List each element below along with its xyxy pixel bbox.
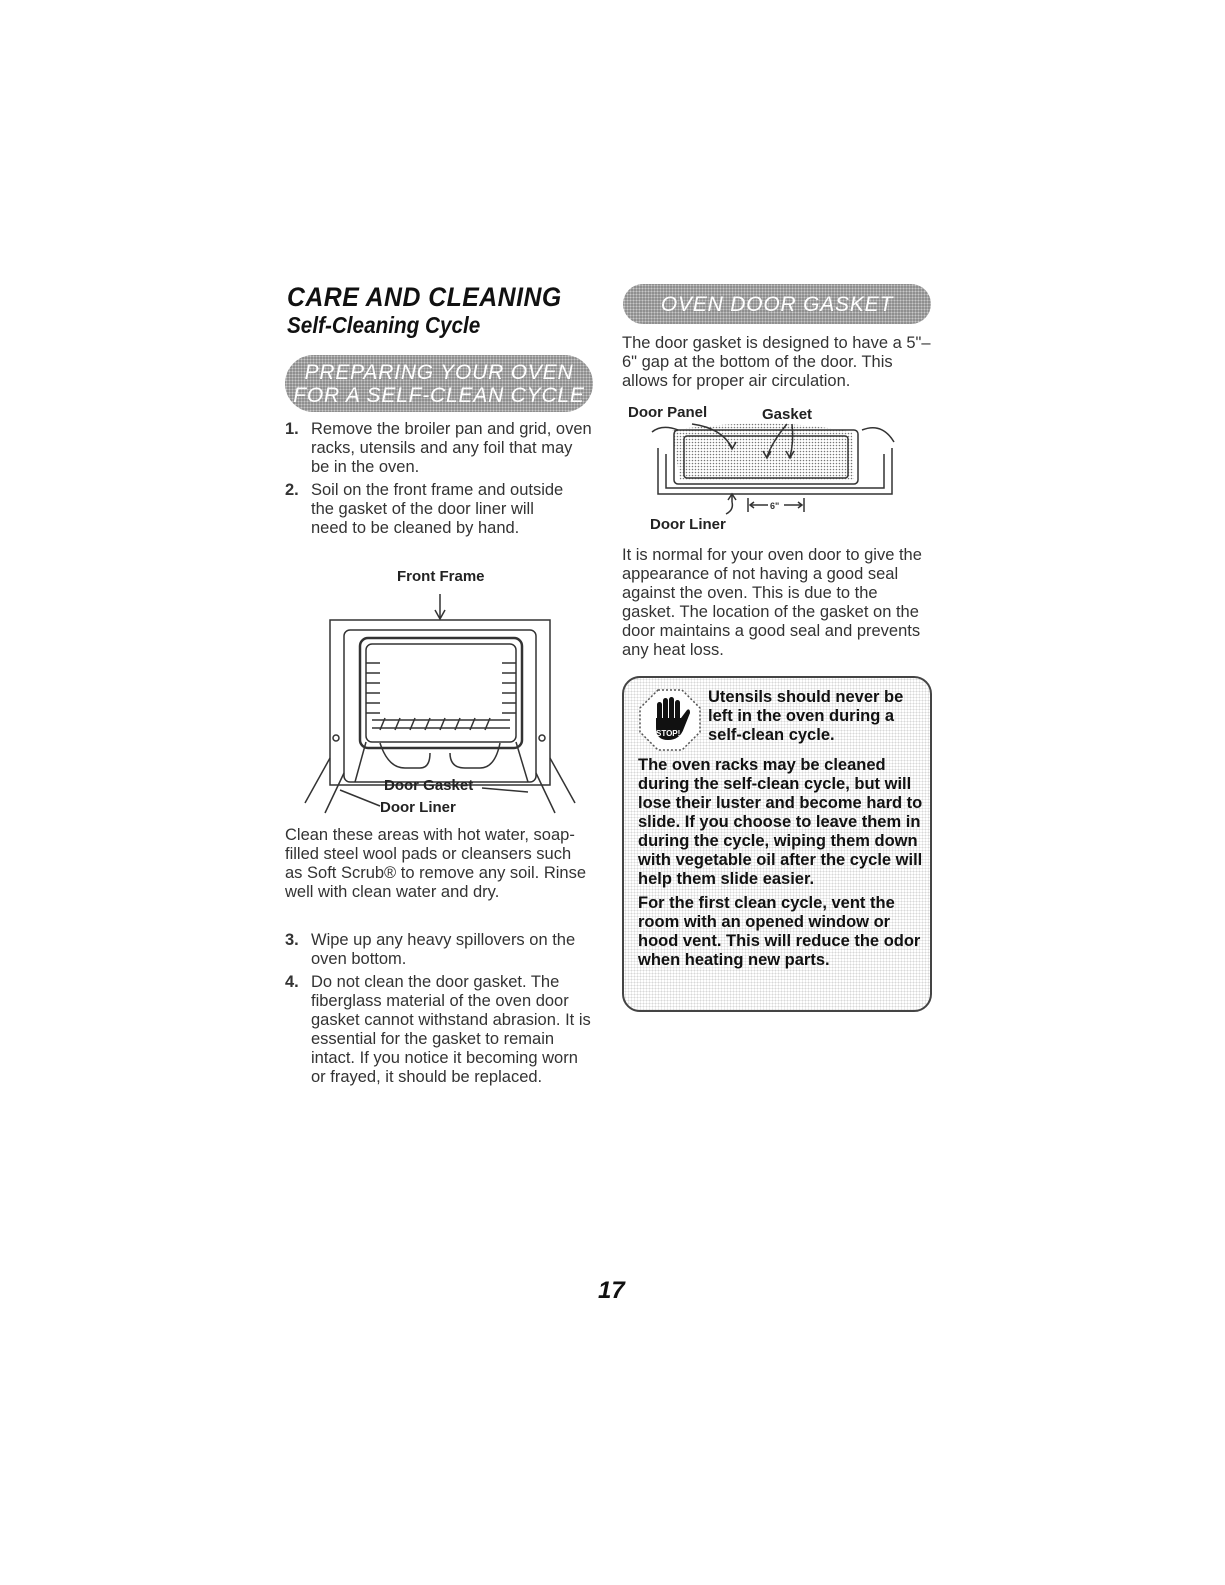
instruction-list-bottom (285, 931, 595, 1087)
gasket-label: Gasket (762, 406, 813, 423)
list-number: 4. (285, 973, 299, 991)
list-text: Soil on the front frame and outside the gasket of the door liner will need to be cleaned by hand. (311, 481, 564, 537)
door-gasket-drawing (622, 402, 932, 534)
list-number: 3. (285, 931, 299, 949)
page-title: CARE AND CLEANING (287, 282, 562, 312)
list-text: Remove the broiler pan and grid, oven racks, utensils and any foil that may be in the oven. (311, 420, 592, 476)
warning-headline: Utensils should never be left in the oven during a self-clean cycle. (708, 688, 904, 744)
list-number: 2. (285, 481, 299, 499)
list-item (285, 973, 595, 1087)
oven-door-gasket-banner (623, 284, 931, 324)
gap-label: 6" (770, 501, 780, 511)
warning-paragraph-1: The oven racks may be cleaned during the self-clean cycle, but will lose their luster and become hard to slide. If you choose to leave them in during the cycle, wiping them down with vegetable oil after the cycle will help them slide easier. (638, 756, 923, 888)
door-panel-label: Door Panel (628, 404, 708, 421)
banner-line: OVEN DOOR GASKET (660, 292, 894, 316)
stop-text: STOP! (656, 729, 681, 738)
oven-front-frame-illustration (300, 568, 600, 830)
list-text: Do not clean the door gasket. The fiberglass material of the oven door gasket cannot withstand abrasion. It is essential for the gasket to remain intact. If you notice it becoming worn or frayed, it should be replaced. (311, 973, 591, 1086)
front-frame-label: Front Frame (397, 568, 485, 585)
page-subtitle: Self-Cleaning Cycle (287, 312, 481, 338)
door-liner-label-right: Door Liner (650, 516, 726, 533)
door-gasket-illustration (622, 402, 932, 534)
instruction-list-top (285, 420, 595, 538)
preparing-banner (285, 355, 593, 412)
list-text: Wipe up any heavy spillovers on the oven bottom. (311, 931, 576, 968)
list-item (285, 481, 595, 538)
banner-line-2: FOR A SELF-CLEAN CYCLE (293, 383, 585, 407)
page-number: 17 (598, 1277, 625, 1304)
list-item (285, 931, 595, 969)
stop-hand-icon (638, 688, 702, 752)
gasket-paragraph: It is normal for your oven door to give the appearance of not having a good seal against the oven. This is due to the gasket. The location of the gasket on the door maintains a good seal and prevents any heat loss. (622, 546, 922, 659)
warning-paragraph-2: For the first clean cycle, vent the room with an opened window or hood vent. This will reduce the odor when heating new parts. (638, 894, 921, 969)
door-gasket-label: Door Gasket (384, 777, 474, 794)
list-number: 1. (285, 420, 299, 438)
gasket-intro: The door gasket is designed to have a 5"–6" gap at the bottom of the door. This allows for proper air circulation. (622, 334, 931, 390)
warning-box (622, 676, 932, 1012)
cleaning-paragraph: Clean these areas with hot water, soap-filled steel wool pads or cleansers such as Soft Scrub® to remove any soil. Rinse well with clean water and dry. (285, 826, 587, 901)
banner-line-1: PREPARING YOUR OVEN (304, 360, 574, 384)
door-liner-label: Door Liner (380, 799, 456, 816)
list-item (285, 420, 595, 477)
